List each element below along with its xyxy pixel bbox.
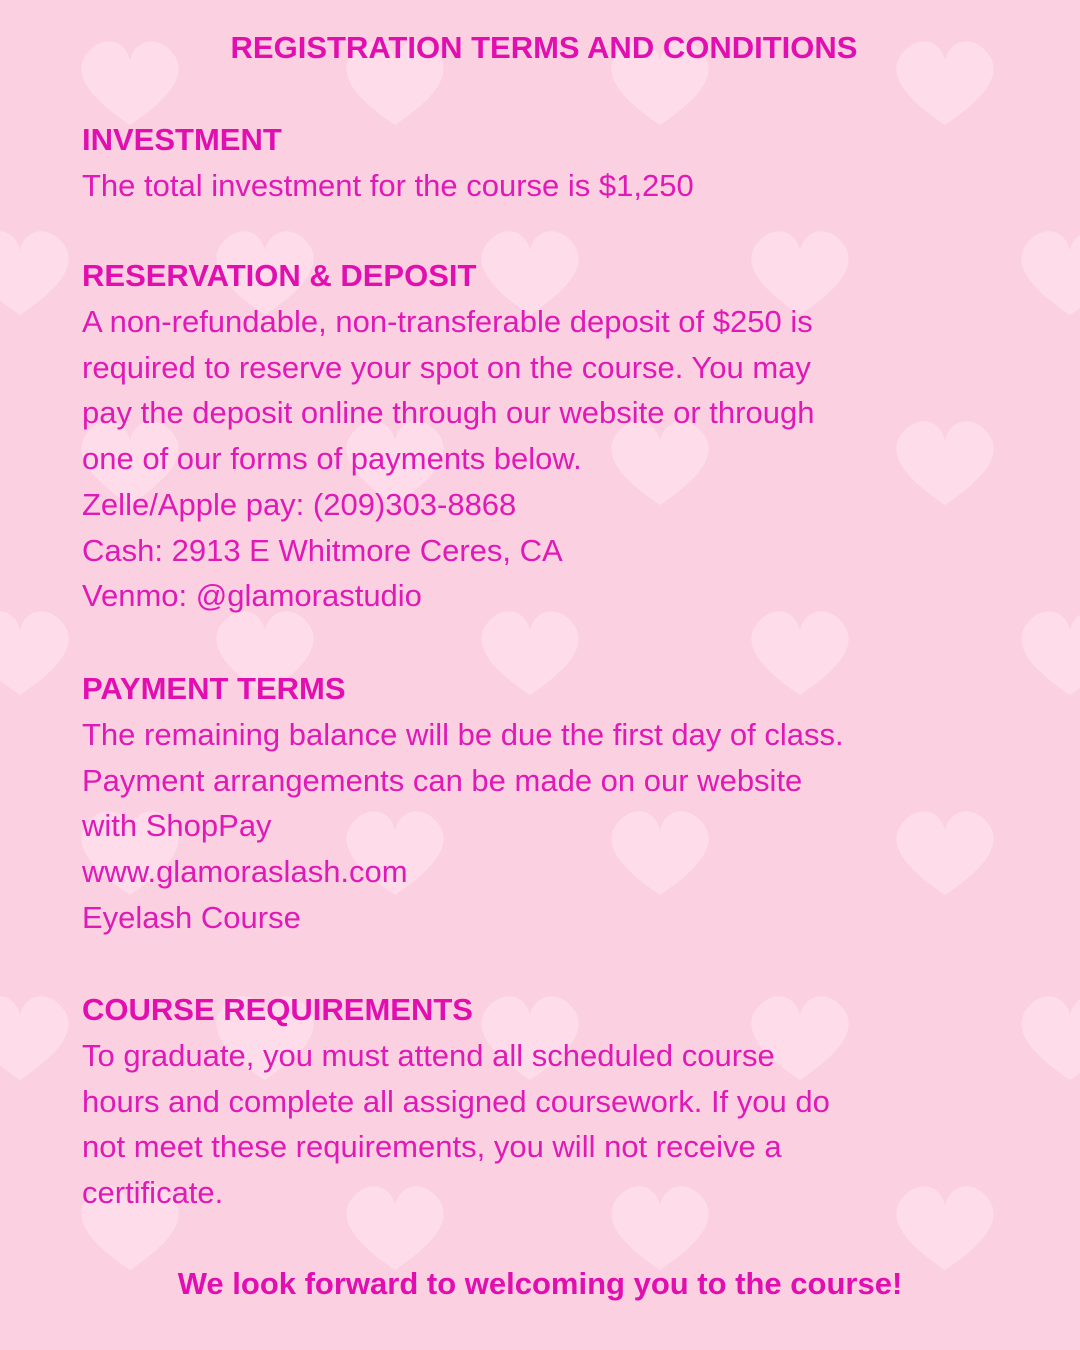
website-url: www.glamoraslash.com (82, 854, 408, 890)
section-text-line: The remaining balance will be due the first day of class. (82, 717, 844, 752)
section-text-line: To graduate, you must attend all scheduled course (82, 1038, 775, 1073)
closing-message: We look forward to welcoming you to the course! (177, 1266, 903, 1301)
section-heading: RESERVATION & DEPOSIT (82, 258, 477, 293)
section-heading: INVESTMENT (82, 122, 282, 157)
section-text-line: Payment arrangements can be made on our website (82, 762, 803, 798)
cash-address-line: Cash: 2913 E Whitmore Ceres, CA (82, 532, 563, 568)
page-title: REGISTRATION TERMS AND CONDITIONS (230, 30, 858, 65)
section-text-line: required to reserve your spot on the course. You may (82, 349, 811, 385)
section-heading: PAYMENT TERMS (82, 671, 346, 706)
section-text-line: hours and complete all assigned coursework. If you do (82, 1083, 830, 1119)
section-course-requirements (82, 987, 1042, 1216)
section-text-line: with ShopPay (82, 808, 272, 844)
section-reservation-deposit (82, 253, 1042, 619)
zelle-apple-pay-line: Zelle/Apple pay: (209)303-8868 (82, 486, 517, 522)
section-text-line: A non-refundable, non-transferable deposit of $250 is (82, 304, 813, 339)
section-text-line: not meet these requirements, you will not receive a (82, 1129, 782, 1165)
section-heading: COURSE REQUIREMENTS (82, 992, 473, 1027)
section-text-line: Eyelash Course (82, 899, 301, 935)
section-investment (82, 117, 1042, 209)
section-text-line: pay the deposit online through our website or through (82, 395, 815, 431)
section-text-line: The total investment for the course is $1,250 (82, 168, 694, 203)
section-text-line: one of our forms of payments below. (82, 441, 582, 477)
venmo-line: Venmo: @glamorastudio (82, 578, 422, 614)
section-text-line: certificate. (82, 1175, 224, 1211)
section-payment-terms (82, 666, 1042, 941)
